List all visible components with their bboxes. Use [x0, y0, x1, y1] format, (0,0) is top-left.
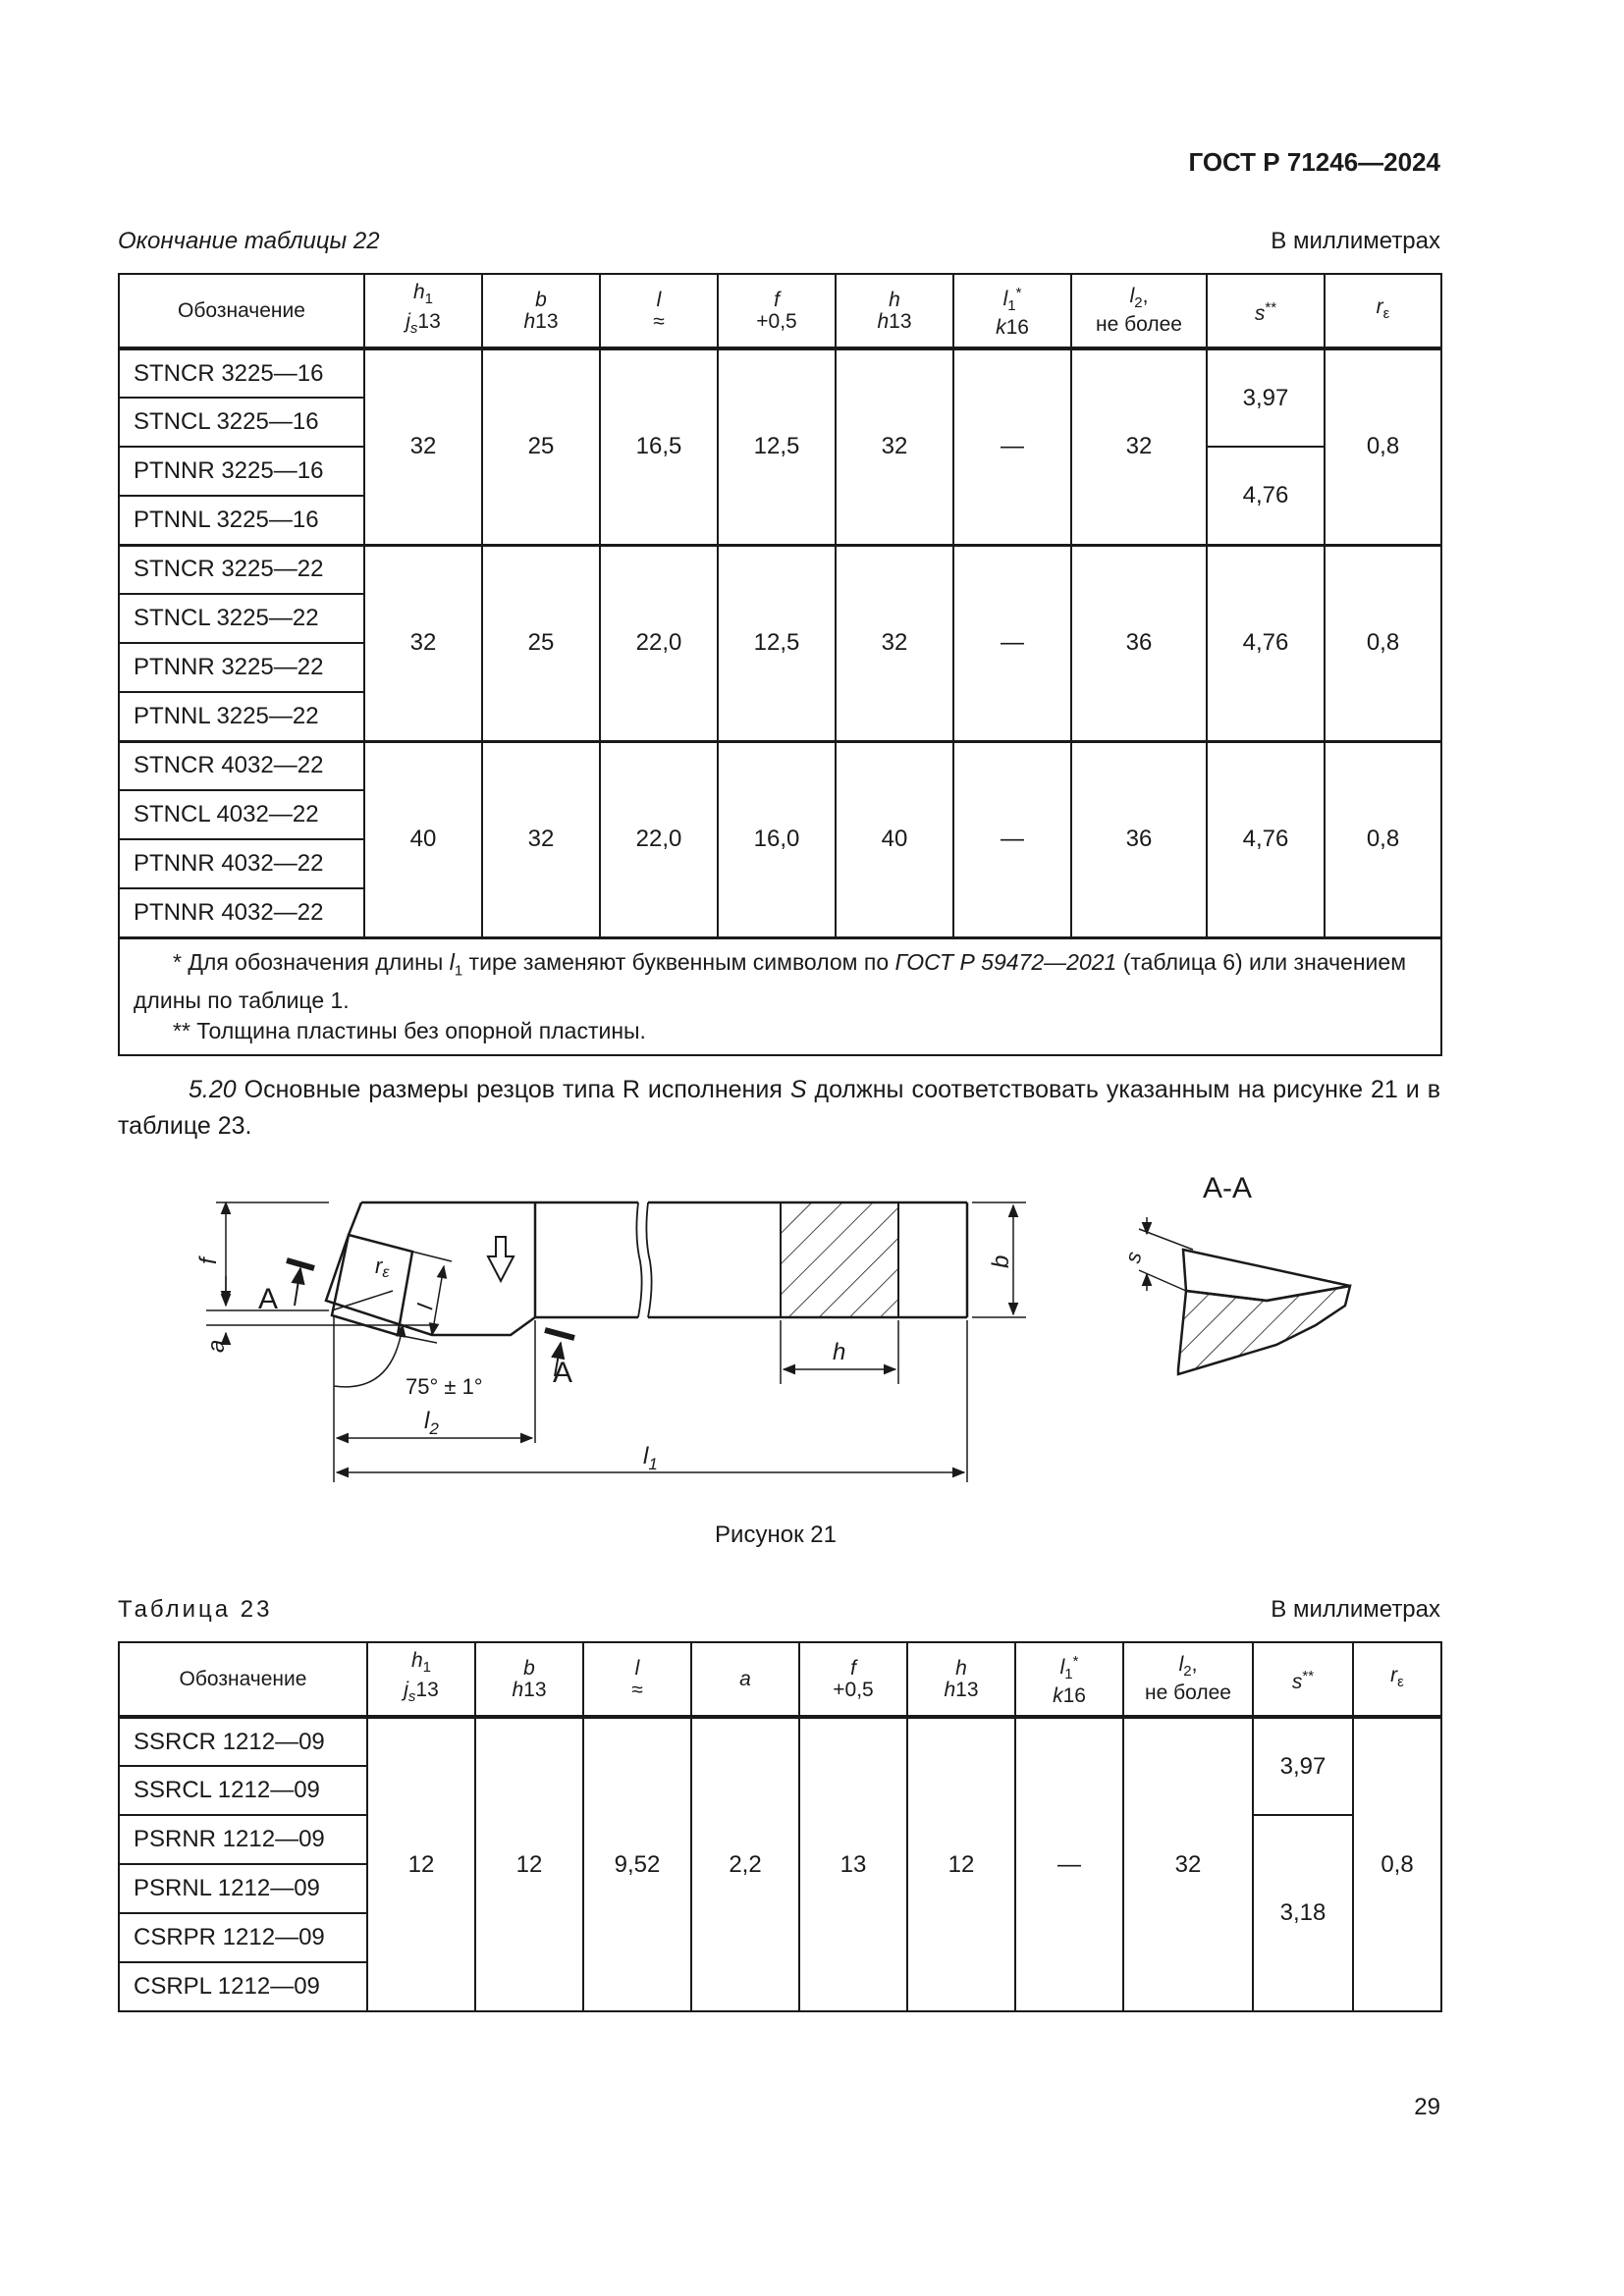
value-cell: 3,18: [1253, 1815, 1353, 2011]
value-cell: 32: [1071, 348, 1207, 545]
document-code: ГОСТ Р 71246—2024: [1188, 147, 1440, 177]
value-cell: 36: [1071, 545, 1207, 741]
section-body: [1178, 1286, 1350, 1374]
value-cell: 12: [367, 1717, 475, 2011]
col-l2: $l_2$, не более: [1071, 274, 1207, 348]
value-cell: 12,5: [718, 348, 836, 545]
col-f: f +0,5: [799, 1642, 907, 1717]
value-cell: —: [953, 545, 1071, 741]
value-cell: 36: [1071, 741, 1207, 937]
table23-caption-row: [118, 1596, 1440, 1628]
col-a: a: [691, 1642, 799, 1717]
value-cell: 3,97: [1253, 1717, 1353, 1815]
table23-caption: Таблица 23: [118, 1596, 273, 1623]
col-h: h h13: [907, 1642, 1015, 1717]
value-cell: 9,52: [583, 1717, 691, 2011]
value-cell: 22,0: [600, 545, 718, 741]
col-l2: $l_2$, не более: [1123, 1642, 1253, 1717]
footnotes-row: [119, 937, 1441, 1055]
value-cell: 32: [836, 348, 953, 545]
designation-cell: STNCL 3225—22: [119, 594, 364, 643]
col-designation: Обозначение: [119, 274, 364, 348]
designation-cell: PTNNR 3225—22: [119, 643, 364, 692]
value-cell: 3,97: [1207, 348, 1325, 447]
col-designation: Обозначение: [119, 1642, 367, 1717]
label-a: a: [203, 1339, 230, 1353]
table22-caption: Окончание таблицы 22: [118, 228, 380, 254]
value-cell: —: [953, 741, 1071, 937]
value-cell: 4,76: [1207, 741, 1325, 937]
designation-cell: STNCR 3225—16: [119, 348, 364, 398]
label-A-right: А: [553, 1357, 573, 1389]
col-l: l ≈: [583, 1642, 691, 1717]
footnote-2: ** Толщина пластины без опорной пластины.: [173, 1018, 646, 1044]
designation-cell: CSRPL 1212—09: [119, 1962, 367, 2011]
table22-units: В миллиметрах: [1271, 228, 1440, 254]
value-cell: 16,0: [718, 741, 836, 937]
hatched-section: [781, 1202, 898, 1317]
value-cell: 0,8: [1325, 741, 1441, 937]
value-cell: 4,76: [1207, 545, 1325, 741]
value-cell: 25: [482, 545, 600, 741]
label-l: l: [412, 1302, 438, 1311]
footnote-1: * Для обозначения длины $l_1$ тире заменяют буквенным символом по ГОСТ Р 59472—2021 (таблица 6) или значением длины по таблице 1.: [134, 948, 1406, 1014]
value-cell: 32: [1123, 1717, 1253, 2011]
label-r-epsilon: rε: [375, 1254, 390, 1281]
designation-cell: CSRPR 1212—09: [119, 1913, 367, 1962]
table-row: [119, 741, 1441, 790]
value-cell: 12: [907, 1717, 1015, 2011]
col-b: b h13: [475, 1642, 583, 1717]
col-h1: $h_1$ $j_s13$: [367, 1642, 475, 1717]
label-f: f: [195, 1257, 222, 1264]
col-f: f +0,5: [718, 274, 836, 348]
label-b: b: [988, 1255, 1014, 1268]
value-cell: 32: [836, 545, 953, 741]
value-cell: 16,5: [600, 348, 718, 545]
value-cell: 12: [475, 1717, 583, 2011]
paragraph-number: 5.20: [189, 1076, 237, 1103]
label-l2: $l_2$: [424, 1408, 439, 1438]
table22-header-row: [119, 274, 1441, 348]
label-section-AA: А-А: [1203, 1172, 1253, 1204]
value-cell: 32: [364, 545, 482, 741]
value-cell: 32: [364, 348, 482, 545]
col-h1: $h_1$ $j_s13$: [364, 274, 482, 348]
table23-units: В миллиметрах: [1271, 1596, 1440, 1623]
label-angle: 75° ± 1°: [406, 1374, 483, 1399]
col-s: s**: [1253, 1642, 1353, 1717]
label-h: h: [833, 1339, 846, 1365]
col-h: h h13: [836, 274, 953, 348]
table23-header-row: [119, 1642, 1441, 1717]
value-cell: —: [1015, 1717, 1123, 2011]
footnotes-cell: [119, 937, 1441, 1055]
table-22: [118, 273, 1442, 1056]
value-cell: 40: [364, 741, 482, 937]
designation-cell: STNCL 3225—16: [119, 398, 364, 447]
table-row: [119, 545, 1441, 594]
col-l1: $l_1^*$ k16: [1015, 1642, 1123, 1717]
designation-cell: PTNNR 3225—16: [119, 447, 364, 496]
value-cell: 0,8: [1325, 545, 1441, 741]
table22-caption-row: [118, 228, 1440, 259]
value-cell: 32: [482, 741, 600, 937]
table-row: [119, 348, 1441, 398]
figure-caption: Рисунок 21: [715, 1522, 837, 1548]
col-l: l ≈: [600, 274, 718, 348]
page-number: 29: [1414, 2094, 1440, 2120]
value-cell: 0,8: [1325, 348, 1441, 545]
designation-cell: PTNNR 4032—22: [119, 888, 364, 937]
value-cell: 2,2: [691, 1717, 799, 2011]
label-l1: $l_1$: [643, 1443, 658, 1473]
col-b: b h13: [482, 274, 600, 348]
value-cell: 25: [482, 348, 600, 545]
designation-cell: PTNNR 4032—22: [119, 839, 364, 888]
designation-cell: PTNNL 3225—16: [119, 496, 364, 545]
paragraph-5-20: 5.20 Основные размеры резцов типа R исполнения S должны соответствовать указанным на рисунке 21 и в таблице 23.: [118, 1076, 1440, 1140]
col-s: s**: [1207, 274, 1325, 348]
value-cell: 40: [836, 741, 953, 937]
col-r: $r_\varepsilon$: [1325, 274, 1441, 348]
value-cell: 22,0: [600, 741, 718, 937]
value-cell: 12,5: [718, 545, 836, 741]
value-cell: 4,76: [1207, 447, 1325, 545]
designation-cell: STNCR 4032—22: [119, 741, 364, 790]
designation-cell: STNCR 3225—22: [119, 545, 364, 594]
col-r: $r_\varepsilon$: [1353, 1642, 1441, 1717]
table-23: [118, 1641, 1442, 2012]
designation-cell: SSRCR 1212—09: [119, 1717, 367, 1766]
tool-head-outline: [326, 1202, 535, 1335]
table-row: [119, 1717, 1441, 1766]
designation-cell: STNCL 4032—22: [119, 790, 364, 839]
figure-21-drawing: [0, 1158, 1624, 1522]
col-l1: $l_1^*$ k16: [953, 274, 1071, 348]
designation-cell: PSRNL 1212—09: [119, 1864, 367, 1913]
designation-cell: PTNNL 3225—22: [119, 692, 364, 741]
designation-cell: PSRNR 1212—09: [119, 1815, 367, 1864]
value-cell: —: [953, 348, 1071, 545]
label-s: s: [1119, 1249, 1147, 1266]
value-cell: 13: [799, 1717, 907, 2011]
label-A-left: А: [258, 1283, 279, 1315]
designation-cell: SSRCL 1212—09: [119, 1766, 367, 1815]
value-cell: 0,8: [1353, 1717, 1441, 2011]
